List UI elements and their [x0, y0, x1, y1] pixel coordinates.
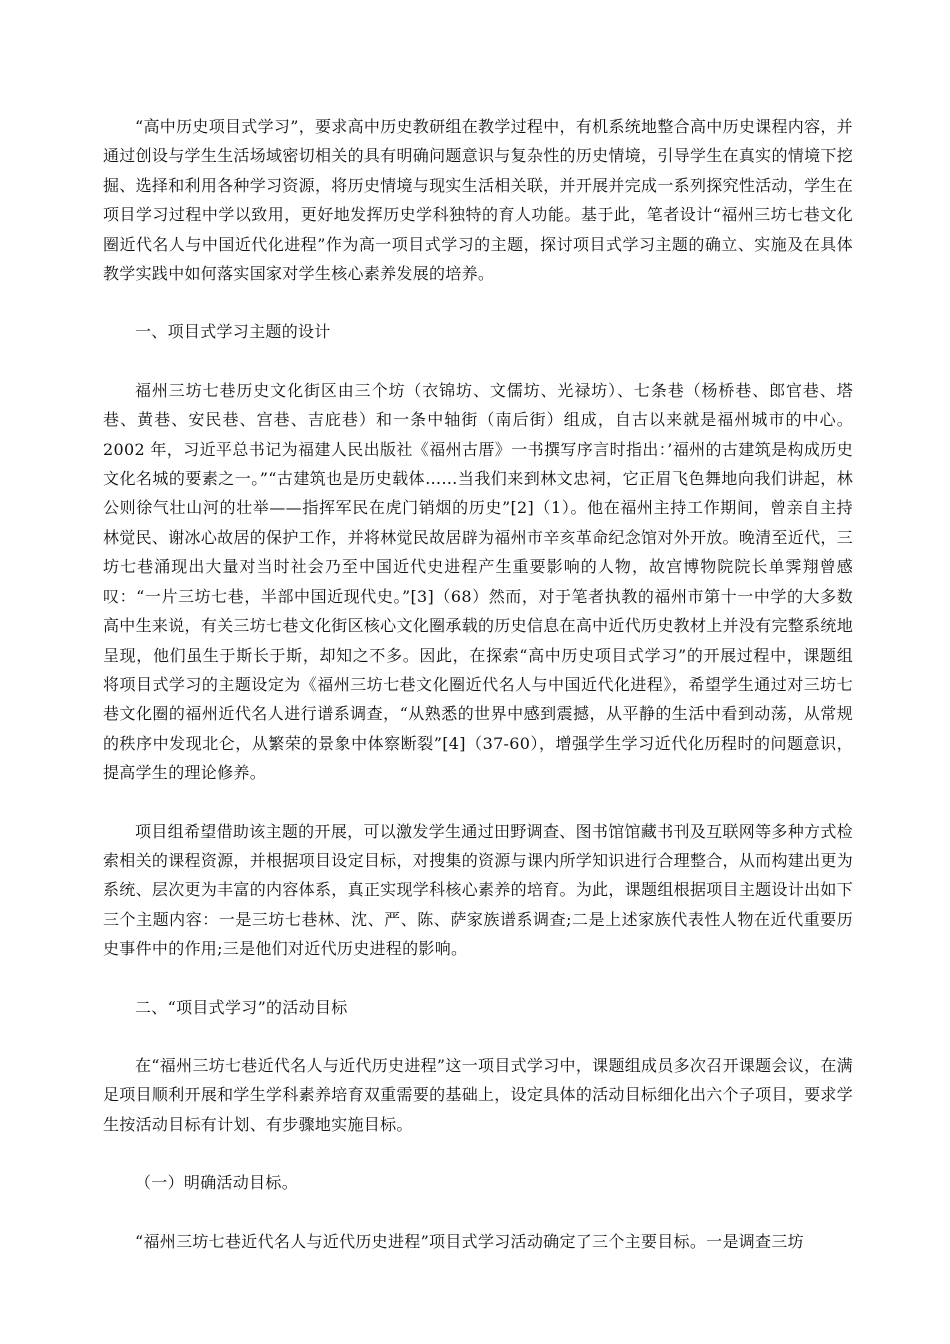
paragraph-gap [103, 1139, 853, 1168]
section-2-paragraph-1: 在“福州三坊七巷近代名人与近代历史进程”这一项目式学习中，课题组成员多次召开课题会议，在满足项目顺利开展和学生学科素养培育双重需要的基础上，设定具体的活动目标细化出六个子项目，要求学生按活动目标有计划、有步骤地实施目标。 [103, 1055, 853, 1134]
subsection-1-paragraph-1: “福州三坊七巷近代名人与近代历史进程”项目式学习活动确定了三个主要目标。一是调查三坊 [135, 1231, 804, 1251]
paragraph-gap [103, 1198, 853, 1227]
paragraph-gap [103, 788, 853, 817]
section-1-paragraph-1: 福州三坊七巷历史文化街区由三个坊（衣锦坊、文儒坊、光禄坊）、七条巷（杨桥巷、郎官巷、塔巷、黄巷、安民巷、宫巷、吉庇巷）和一条中轴街（南后街）组成，自古以来就是福州城市的中心。2002 年，习近平总书记为福建人民出版社《福州古厝》一书撰写序言时指出：’福州的古建筑是构成历史文化名城的要素之一。”“古建筑也是历史载体……当我们来到林文忠祠，它正眉飞色舞地向我们讲起，林公则徐气壮山河的壮举——指挥军民在虎门销烟的历史”[2]（1）。他在福州主持工作期间，曾亲自主持林觉民、谢冰心故居的保护工作，并将林觉民故居辟为福州市辛亥革命纪念馆对外开放。晚清至近代，三坊七巷涌现出大量对当时社会乃至中国近代史进程产生重要影响的人物，故宫博物院院长单霁翔曾感叹：“一片三坊七巷，半部中国近现代史。”[3]（68）然而，对于笔者执教的福州市第十一中学的大多数高中生来说，有关三坊七巷文化街区核心文化圈承载的历史信息在高中近代历史教材上并没有完整系统地呈现，他们虽生于斯长于斯，却知之不多。因此，在探索“高中历史项目式学习”的开展过程中，课题组将项目式学习的主题设定为《福州三坊七巷文化圈近代名人与中国近代化进程》，希望学生通过对三坊七巷文化圈的福州近代名人进行谱系调查，“从熟悉的世界中感到震撼，从平静的生活中看到动荡，从常规的秩序中发现北仑，从繁荣的景象中体察断裂”[4]（37-60），增强学生学习近代化历程时的问题意识，提高学生的理论修养。 [103, 380, 853, 783]
intro-paragraph: “高中历史项目式学习”，要求高中历史教研组在教学过程中，有机系统地整合高中历史课程内容，并通过创设与学生生活场域密切相关的具有明确问题意识与复杂性的历史情境，引导学生在真实的情境下挖掘、选择和利用各种学习资源，将历史情境与现实生活相关联，并开展并完成一系列探究性活动，学生在项目学习过程中学以致用，更好地发挥历史学科独特的育人功能。基于此，笔者设计“福州三坊七巷文化圈近代名人与中国近代化进程”作为高一项目式学习的主题，探讨项目式学习主题的确立、实施及在具体教学实践中如何落实国家对学生核心素养发展的培养。 [103, 117, 853, 284]
paragraph-gap [103, 347, 853, 376]
paragraph-gap [103, 288, 853, 317]
document-body [103, 112, 853, 1256]
paragraph-gap [103, 1022, 853, 1051]
section-heading-1: 一、项目式学习主题的设计 [135, 322, 331, 342]
subsection-heading-1: （一）明确活动目标。 [135, 1173, 299, 1193]
paragraph-gap [103, 964, 853, 993]
section-heading-2: 二、“项目式学习”的活动目标 [135, 997, 348, 1017]
section-1-paragraph-2: 项目组希望借助该主题的开展，可以激发学生通过田野调查、图书馆馆藏书刊及互联网等多种方式检索相关的课程资源，并根据项目设定目标，对搜集的资源与课内所学知识进行合理整合，从而构建出更为系统、层次更为丰富的内容体系，真正实现学科核心素养的培育。为此，课题组根据项目主题设计出如下三个主题内容：一是三坊七巷林、沈、严、陈、萨家族谱系调查;二是上述家族代表性人物在近代重要历史事件中的作用;三是他们对近代历史进程的影响。 [103, 821, 853, 959]
